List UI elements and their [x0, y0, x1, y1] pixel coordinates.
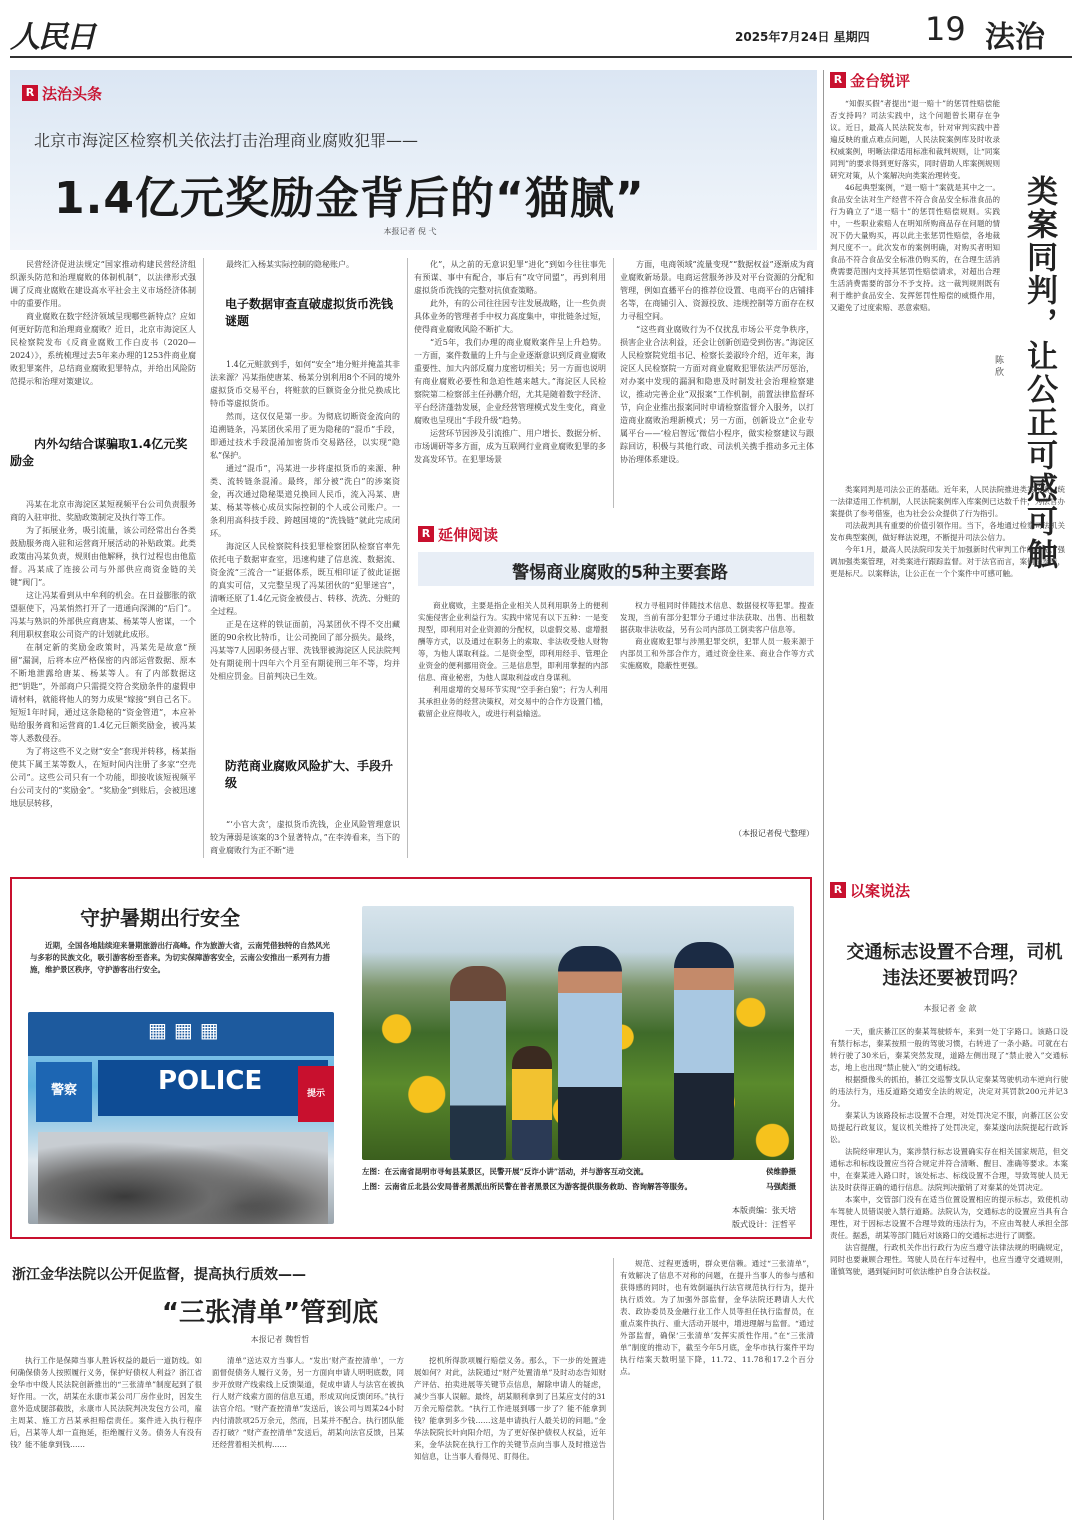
lead-subhead-2: 电子数据审查直破虚拟货币洗钱谜题 — [225, 297, 394, 328]
paragraph: 秦某认为该路段标志设置不合理，对处罚决定不服，向綦江区公安局提起行政复议，复议机关维持了处罚决定，秦某遂向法院提起行政诉讼。 — [830, 1111, 1068, 1144]
paragraph: 挖机所得款项履行赔偿义务。那么，下一步的处置进展如何？对此，法院通过“财产处置清单”及时动态告知财产评估、拍卖进展等关键节点信息，解除申请人的疑虑，减少当事人误解。最终，胡某顺利拿到了吕某应支付的31万余元赔偿款。“执行工作进展到哪一步了？能不能拿到钱？能拿到多少钱……这是申请执行人最关切的问题。”金华法院院长叶向阳介绍，为了更好保护债权人权益，近年来，金华法院在执行工作的关键节点向当事人及时推送告知信息，让当事人看得见、盯得住。 — [414, 1356, 606, 1461]
paragraph: 法院经审理认为，案涉禁行标志设置确实存在相关国家规范，但交通标志和标线设置应当符合规定并符合清晰、醒目、准确等要求。本案中，在秦某进入路口时，该处标志、标线设置不合理，导致驾驶人员无法及时获得正确的通行信息。法院判决撤销了对秦某的处罚决定。 — [830, 1147, 1068, 1192]
paragraph: 商业腐败，主要是指企业相关人员利用职务上的便利实施侵害企业利益行为。实践中常见有以下五种：一是变现型，即利用对企业资源的分配权，以虚假交易、虚增报酬等方式，以及通过在职务上的索取、非法收受他人财物等，为他人谋取利益。二是资金型，即利用经手、管理企业资金的便利挪用资金。三是信息型，即利用掌握的内部信息、商业秘密，为他人谋取利益或自身谋利。 — [418, 601, 608, 682]
ext-section-tag — [418, 524, 618, 544]
r-badge-icon: R — [418, 526, 434, 542]
comment-tag-label: 金台锐评 — [850, 71, 911, 90]
caption-left-credit: 侯维静摄 — [766, 1167, 796, 1176]
paragraph: 近期，全国各地陆续迎来暑期旅游出行高峰。作为旅游大省，云南凭借独特的自然风光与多彩的民族文化，吸引游客纷至沓来。为切实保障游客安全，云南公安推出一系列有力措施，维护景区秩序，守护游客出行安全。 — [30, 941, 330, 974]
paragraph: 法官提醒，行政机关作出行政行为应当遵守法律法规的明确规定，同时也要兼顾合理性。驾驶人员在行车过程中，也应当遵守交通规则，谨慎驾驶，遇到疑问时可依法维护自身合法权益。 — [830, 1243, 1068, 1276]
lead-col1-bottom — [10, 498, 196, 856]
paragraph: 然而，这仅仅是第一步。为彻底切断资金流向的追溯链条，冯某团伙采用了更为隐秘的“混币”手段，即通过技术手段混淆加密货币交易路径，以实现“隐私”保护。 — [210, 412, 400, 460]
comment-col-bottom — [830, 484, 1065, 842]
paragraph: 一天，重庆綦江区的秦某驾驶轿车，来到一处丁字路口。该路口设有禁行标志，秦某按照一般的驾驶习惯，右转进了一条小路。可就在右转行驶了30米后，秦某突然发现，道路左侧出现了“禁止驶入”交通标志，地上也出现“禁止驶入”的交通标线。 — [830, 1027, 1068, 1072]
booth-top-sign-icon: ▦ ▦ ▦ — [148, 1018, 219, 1042]
ext-col-left — [418, 600, 608, 850]
caption-top: 上图：云南省丘北县公安局普者黑派出所民警在普者黑景区为游客提供服务救助、咨询解答等服务。 — [362, 1182, 692, 1191]
lead-col2-mid — [210, 358, 400, 736]
bottom-col2 — [212, 1355, 404, 1520]
page-section: 法治 — [985, 20, 1045, 52]
layout-credit: 版式设计：汪哲平 — [732, 1220, 796, 1229]
lead-col1-top — [10, 258, 196, 410]
bottom-col3 — [414, 1355, 606, 1520]
case-title: 交通标志设置不合理，司机违法还要被罚吗？ — [846, 942, 1063, 989]
bottom-col4 — [620, 1258, 814, 1520]
photo-police-booth — [28, 1012, 334, 1224]
paragraph: 通过“混币”，冯某进一步将虚拟货币的来源、种类、流转链条混淆。最终，部分被“洗白”的涉案资金，再次通过隐秘渠道兑换回人民币，流入冯某、唐某、杨某等核心成员实际控制的个人或公司账户。一条利用高科技手段、跨越国境的“洗钱链”就此完成闭环。 — [210, 464, 400, 538]
paragraph: 这让冯某看到从中牟利的机会。在日益膨胀的欲望驱使下，冯某悄然打开了一道通向深渊的“后门”。冯某与熟识的外部供应商唐某、杨某等人密谋，一个利用职权套取公司资产的计划就此成形。 — [10, 591, 196, 639]
column-divider — [203, 258, 204, 858]
bottom-col1 — [10, 1355, 202, 1520]
paragraph: 执行工作是保障当事人胜诉权益的最后一道防线。如何确保债务人按照履行义务，保护好债权人利益？浙江省金华市中级人民法院创新推出的“三张清单”制度起到了很好作用。一次，胡某在永康市某公司厂房作业时，因发生意外造成腿部截肢，永康市人民法院判决发包方公司，雇主周某、施工方吕某承担赔偿责任。案件进入执行程序后，吕某等人却一直拖延，拒绝履行义务。债务人有没有钱？能不能拿到钱…… — [10, 1356, 202, 1449]
police-officer-woman — [674, 942, 734, 1160]
paragraph: “知假买假”者提出“退一赔十”的惩罚性赔偿能否支持吗？司法实践中，这个问题曾长期存在争议。近日，最高人民法院发布，针对审判实践中普遍反映的重点难点问题，人民法院案例库及时收录权威案例，明晰法律适用标准和裁判规则，让“同案同判”的要求得到更好落实，同时借助人库案例规则研究对策，从个案解决向类案治理转变。 — [830, 99, 1000, 180]
lead-hero — [10, 70, 817, 250]
paragraph: 海淀区人民检察院科技犯罪检察团队检察官率先依托电子数据审查室，迅速构建了信息流、数据流、资金流“三流合一”证据体系，既互相印证了彼此证据的真实可信，又完整呈现了冯某团伙的“犯罪迷宫”，清晰还原了1.4亿元资金被侵占、转移、洗洗、分赃的全过程。 — [210, 542, 400, 616]
paragraph: 此外，有的公司往往因专注发展战略，让一些负责具体业务的管理者手中权力高度集中，审批链条过短，使得商业腐败风险不断扩大。 — [414, 299, 606, 334]
lead-tag-label: 法治头条 — [42, 84, 103, 103]
lead-subhead-3: 防范商业腐败风险扩大、手段升级 — [225, 759, 394, 790]
paragraph: 1.4亿元赃款到手，如何“安全”地分赃并掩盖其非法来源？冯某指使唐某、杨某分别利用8个不同的境外虚拟货币交易平台，将赃款的巨额资金分批兑换成比特币等虚拟货币。 — [210, 360, 400, 408]
travel-title: 守护暑期出行安全 — [80, 906, 240, 930]
booth-red-sign: 提示 — [298, 1066, 334, 1122]
r-badge-icon: R — [830, 72, 846, 88]
paragraph: 利用虚增的交易环节实现“空手套白狼”；行为人利用其承担业务的经营决策权，对交易中的合作方设置门槛，截留企业应得收入，或进行利益输送。 — [418, 685, 608, 718]
masthead-logo: 人民日 — [10, 20, 94, 52]
lead-subhead-1: 内外勾结合谋骗取1.4亿元奖励金 — [10, 437, 188, 468]
paragraph: 今年1月，最高人民法院印发关于加强新时代审判工作的意见，强调加强类案管理，对类案进行跟踪监督。对于法官而言，案例是参考，更是标尺。以案释法，让公正在一个个案件中可感可触。 — [830, 545, 1065, 578]
paragraph: 商业腐败在数字经济领域呈现哪些新特点？应如何更好防范和治理商业腐败？近日，北京市海淀区人民检察院发布《反商业腐败工作白皮书（2020—2024）》，系统梳理过去5年来办理的1253件商业腐败犯罪案件，总结商业腐败犯罪特点，并给出风险防范提示和治理对策建议。 — [10, 312, 196, 386]
paragraph: 本案中，交管部门没有在适当位置设置相应的提示标志，致使机动车驾驶人员错误驶入禁行道路。法院认为，交通标志的设置应当具有合理性，对于因标志设置不合理导致的违法行为，不应由驾驶人承担全部责任。据悉，胡某等部门随后对该路口的交通标志进行了调整。 — [830, 1195, 1068, 1240]
lead-col2-top — [210, 258, 400, 272]
column-divider — [613, 258, 614, 508]
paragraph: 最终汇入杨某实际控制的隐秘账户。 — [226, 260, 354, 269]
paragraph: 清单”送达双方当事人。“发出‘财产查控清单’，一方面督促债务人履行义务，另一方面向申请人明明底数，同步开放财产线索线上反馈渠道，促成申请人与法官在被执行人财产线索方面的信息互通，形成双向反馈闭环。”执行法官介绍。“财产查控清单”发送后，该公司与周某24小时内付清款项25万余元，然而，吕某并不配合。执行团队能否打破？“财产查控清单”发送后，胡某向法官反馈，吕某还经营着相关机构…… — [212, 1356, 404, 1449]
editor-credit: 本版责编：张天培 — [732, 1206, 796, 1215]
case-byline: 本报记者 金 歆 — [923, 1004, 977, 1013]
ext-credit: （本报记者倪弋整理） — [734, 829, 814, 838]
travel-intro — [30, 940, 330, 1004]
lead-headline: 1.4亿元奖励金背后的“猫腻” — [54, 173, 645, 224]
paragraph: 方面，电商领域“流量变现”“数据权益”逐渐成为商业腐败新场景。电商运营服务涉及对平台资源的分配和管理，例如直播平台的推荐位设置、电商平台的店铺排名等，在商铺引入、资源投放、违规控制等方面存在权力寻租空间。 — [620, 260, 814, 321]
paragraph: 冯某在北京市海淀区某短视频平台公司负责服务商的入驻审批、奖励政策制定及执行等工作。 — [10, 500, 196, 522]
r-badge-icon: R — [830, 882, 846, 898]
issue-date: 2025年7月24日 星期四 — [735, 30, 870, 44]
lead-col3 — [414, 258, 606, 506]
comment-title: 类案同判，让公正可感可触 — [1021, 175, 1057, 571]
caption-top-credit: 马强彪摄 — [766, 1182, 796, 1191]
lead-byline: 本报记者 倪 弋 — [383, 227, 437, 236]
comment-author: 陈 欣 — [993, 355, 1003, 376]
ext-title: 警惕商业腐败的5种主要套路 — [512, 563, 728, 582]
paragraph: 为了将这些不义之财“安全”套现并转移，杨某指使其下属王某等数人，在短时间内注册了多家“空壳公司”。这些公司只有一个功能，即接收该短视频平台公司支付的“奖励金”。“奖励金”到账后，会被迅速地层层转移， — [10, 747, 196, 808]
lead-col4 — [620, 258, 814, 506]
column-divider — [823, 70, 824, 1520]
paragraph: “‘小官大贪’，虚拟货币洗钱，企业风险管理意识较为薄弱是该案的3个显著特点，”在李涛看来，当下的商业腐败行为正不断“进 — [210, 820, 400, 855]
r-badge-icon: R — [22, 85, 38, 101]
comment-col-top — [830, 98, 1000, 480]
paragraph: 民营经济促进法规定“国家推动构建民营经济组织源头防范和治理腐败的体制机制”，以法律形式强调了反商业腐败在建设高水平社会主义市场经济体制中的重要作用。 — [10, 260, 196, 308]
paragraph: 正是在这样的铁证面前，冯某团伙不得不交出藏匿的90余枚比特币，让公司挽回了部分损失。最终，冯某等7人因职务侵占罪、洗钱罪被海淀区人民法院判处有期徒刑十四年六个月至有期徒刑三年不等，均并处相应罚金。目前判决已生效。 — [210, 620, 400, 681]
paragraph: 为了拓展业务，吸引流量，该公司经常出台各类鼓励服务商入驻和运营商开展活动的补贴政策。此类政策由冯某负责，规则由他解释，执行过程也由他监督。冯某成了连接公司与外部供应商资金链的关键“阀门”。 — [10, 526, 196, 587]
paragraph: 司法裁判具有重要的价值引领作用。当下，各地通过检察司法机关发布典型案例，做好释法说理，不断提升司法公信力。 — [830, 521, 1065, 542]
ext-tag-label: 延伸阅读 — [438, 525, 499, 544]
booth-police-label: POLICE — [158, 1066, 263, 1096]
police-officer-man — [558, 946, 622, 1160]
crowd-people — [38, 1132, 328, 1224]
comment-section-tag — [830, 70, 1030, 90]
paragraph: 化”，从之前的无意识犯罪“进化”到如今往往事先有预谋、事中有配合，事后有“攻守同盟”，再到利用虚拟货币洗钱的完整对抗侦查策略。 — [414, 260, 606, 295]
case-section-tag — [830, 880, 1030, 900]
paragraph: 类案同判是司法公正的基础。近年来，人民法院推进类案检索、统一法律适用工作机制，人民法院案例库入库案例已达数千件，为法官办案提供了参考借鉴，也为社会公众提供了行为指引。 — [830, 485, 1065, 518]
bottom-byline: 本报记者 魏哲哲 — [250, 1335, 310, 1344]
case-body — [830, 1026, 1068, 1520]
lead-section-tag — [22, 82, 222, 104]
paragraph: 规范、过程更透明，群众更信赖。通过“三张清单”，有效解决了信息不对称的问题，在提升当事人的参与感和获得感的同时，也有效倒逼执行法官规范执行行为，提升执行质效。为了加强外部监督，金华法院还聘请人大代表、政协委员及金融行业工作人员等担任执行监督员，在重点案件执行、重大活动开展中，增进理解与监督。“通过外部监督，确保‘三张清单’发挥实质性作用。”在“三张清单”制度的推动下，截至今年5月底，金华市执行案件平均执行结案天数明显下降，11.72、11.78和17.2个百分点。 — [620, 1259, 814, 1376]
paragraph: 运营环节因涉及引流推广、用户增长、数据分析、市场调研等多方面，成为互联网行业商业腐败犯罪的多发高发环节。在犯罪场景 — [414, 429, 606, 464]
paragraph: 46起典型案例，“退一赔十”案就是其中之一。食品安全法对生产经营不符合食品安全标准食品的行为确立了“退一赔十”的惩罚性赔偿规则。实践中，一些职业索赔人在明知所购商品存在问题的情况下仍大量购买，再以此主张惩罚性赔偿，各地裁判尺度不一。此次发布的案例明确，对购买者明知食品不符合食品安全标准仍购买的，在合理生活消费需要范围内支持其惩罚性赔偿请求，对超出合理生活消费需要的部分不予支持。这一裁判规则既有利于维护食品安全、发挥惩罚性赔偿的威慑作用，又避免了过度索赔、恶意索赔。 — [830, 183, 1000, 312]
caption-left: 左图：在云南省昆明市寻甸县某景区，民警开展“反诈小讲”活动，并与游客互动交流。 — [362, 1167, 649, 1176]
paragraph: 权力寻租同时伴随技术信息、数据侵权等犯罪。搜查发现，当前有部分犯罪分子通过非法获取、出售、出租数据获取非法收益，另有公司内部员工倒卖客户信息等。 — [620, 601, 814, 634]
photo-sunflower-field — [362, 906, 794, 1160]
paragraph: 商业腐败犯罪与涉黑犯罪交织，犯罪人员一般来源于内部员工和外部合作方，通过资金往来、商业合作等方式实施腐败，隐蔽性更强。 — [620, 637, 814, 670]
paragraph: 根据摄像头的抓拍，綦江交巡警支队认定秦某驾驶机动车逆向行驶的违法行为，违反道路交通安全法的规定，决定对其罚款200元并记3分。 — [830, 1075, 1068, 1108]
lead-kicker: 北京市海淀区检察机关依法打击治理商业腐败犯罪—— — [34, 131, 419, 150]
case-tag-label: 以案说法 — [850, 881, 911, 900]
page-number: 19 — [925, 10, 966, 48]
column-divider — [613, 1258, 614, 1520]
paragraph: 在制定新的奖励金政策时，冯某先是故意“预留”漏洞，后将本应严格保密的内部运营数据、原本不断地泄露给唐某、杨某等人。有了内部数据这把“钥匙”，外部商户只需提交符合奖励条件的虚假申请材料，就能将他人的努力成果“嫁接”到自己名下。短短1年时间，通过这条隐秘的“资金管道”，本应补贴给服务商和运营商的1.4亿元巨额奖励金，被冯某等人悉数侵吞。 — [10, 643, 196, 743]
column-divider — [407, 258, 408, 858]
booth-side-sign: 警察 — [36, 1062, 92, 1122]
paragraph: “近5年，我们办理的商业腐败案件呈上升趋势。一方面，案件数量的上升与企业逐渐意识到反商业腐败重要性、加大内部反腐力度密切相关；另一方面也说明有商业腐败必要性和急迫性越来越大。”海淀区人民检察院第二检察部主任孙鹏介绍，尤其是随着数字经济、平台经济蓬勃发展，企业经营管理模式发生变化，商业腐败也呈现出“手段升级”趋势。 — [414, 338, 606, 425]
lead-col2-bottom — [210, 818, 400, 858]
ext-col-right — [620, 600, 814, 826]
bottom-headline: “三张清单”管到底 — [161, 1298, 379, 1328]
tourist-woman — [450, 966, 506, 1160]
child — [512, 1046, 552, 1160]
masthead-rule — [10, 56, 1072, 58]
bottom-kicker: 浙江金华法院以公开促监督，提高执行质效—— — [12, 1267, 306, 1283]
paragraph: “这些商业腐败行为不仅扰乱市场公平竞争秩序，损害企业合法利益，还会让创新创造受到伤害。”海淀区人民检察院党组书记、检察长姜淑玲介绍，近年来，海淀区人民检察院一方面对商业腐败犯罪依法严厉惩治，对办案中发现的漏洞和隐患及时制发社会治理检察建议，推动完善企业“双报案”工作机制，前置法律监督环节，向企业推出报案同时申请检察监督介入服务，以打造商业腐败治理新模式；另一方面，创新设立“企业专属平台——‘检启智远’微信小程序，做实检察建议与跟踪回访，积极与其他行政、司法机关携手推动多元主体协治理体系建设。 — [620, 325, 814, 464]
